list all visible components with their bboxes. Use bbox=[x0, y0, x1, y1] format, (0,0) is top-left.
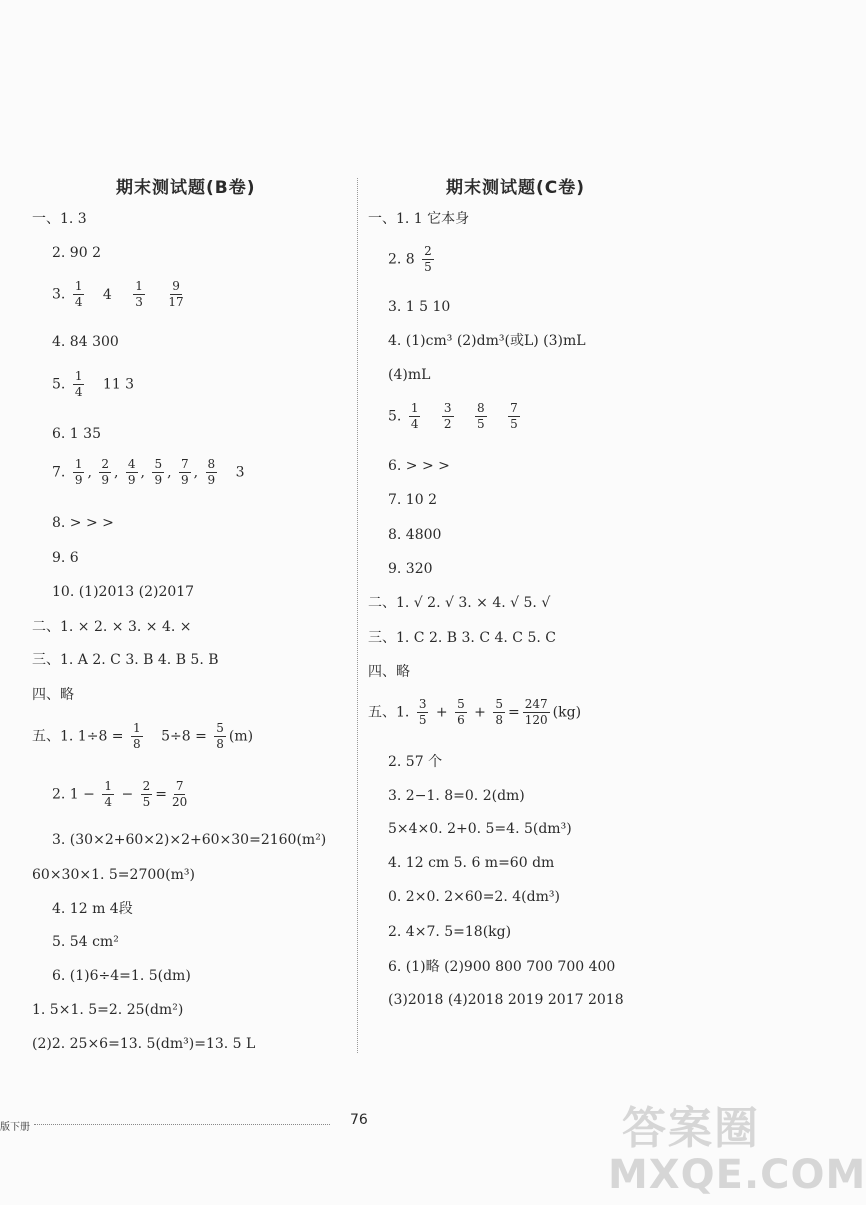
right-answer-1-4: 4. (1)cm³ (2)dm³(或L) (3)mL bbox=[388, 333, 586, 349]
left-answer-1-1: 一、1. 3 bbox=[32, 211, 87, 227]
left-answer-5-1: 五、1. 1÷8 = $\frac{1}{8}$ 5÷8 = $\frac{5}{8}$ (m) bbox=[32, 721, 254, 752]
watermark-domain: MXQE.COM bbox=[608, 1152, 866, 1198]
left-answer-1-3: 3. $\frac{1}{4}$ 4 $\frac{1}{3}$ $\frac{9}{17}$ bbox=[52, 279, 184, 310]
left-answer-5-4: 4. 12 m 4段 bbox=[52, 901, 133, 917]
column-divider bbox=[357, 178, 358, 1053]
page-number: 76 bbox=[350, 1112, 368, 1128]
right-section-3: 三、1. C 2. B 3. C 4. C 5. C bbox=[368, 630, 556, 646]
right-answer-5-4: 4. 12 cm 5. 6 m=60 dm bbox=[388, 855, 555, 871]
left-answer-5-2: 2. 1 − $\frac{1}{4}$ − $\frac{2}{5}$ = $\frac{7}{20}$ bbox=[52, 779, 188, 810]
left-answer-5-3: 3. (30×2+60×2)×2+60×30=2160(m²) bbox=[52, 832, 327, 848]
right-answer-5-2: 2. 57 个 bbox=[388, 754, 443, 770]
left-answer-5-6: 6. (1)6÷4=1. 5(dm) bbox=[52, 968, 191, 984]
right-answer-5-1: 五、1. $\frac{3}{5}$ + $\frac{5}{6}$ + $\frac{5}{8}$ = $\frac{247}{120}$ (kg) bbox=[368, 697, 582, 728]
left-answer-5-5: 5. 54 cm² bbox=[52, 934, 119, 950]
left-answer-1-7: 7. $\frac{1}{9}$ , $\frac{2}{9}$ , $\frac{4}{9}$ , $\frac{5}{9}$ , $\frac{7}{9}$ , $\frac{8}{9}$ 3 bbox=[52, 457, 245, 488]
right-answer-5-4c: 2. 4×7. 5=18(kg) bbox=[388, 924, 512, 940]
right-answer-1-4b: (4)mL bbox=[388, 367, 431, 383]
left-section-3: 三、1. A 2. C 3. B 4. B 5. B bbox=[32, 652, 219, 668]
left-answer-1-2: 2. 90 2 bbox=[52, 245, 101, 261]
left-answer-5-6b: 1. 5×1. 5=2. 25(dm²) bbox=[32, 1002, 184, 1018]
left-section-2: 二、1. × 2. × 3. × 4. × bbox=[32, 619, 192, 635]
right-answer-1-8: 8. 4800 bbox=[388, 527, 442, 543]
right-answer-1-3: 3. 1 5 10 bbox=[388, 299, 451, 315]
left-answer-1-10: 10. (1)2013 (2)2017 bbox=[52, 584, 195, 600]
left-answer-1-4: 4. 84 300 bbox=[52, 334, 119, 350]
right-answer-5-6: 6. (1)略 (2)900 800 700 700 400 bbox=[388, 959, 616, 975]
left-answer-5-3b: 60×30×1. 5=2700(m³) bbox=[32, 867, 195, 883]
footer-rule bbox=[34, 1124, 330, 1125]
left-answer-1-9: 9. 6 bbox=[52, 550, 79, 566]
right-answer-1-2: 2. 8 $\frac{2}{5}$ bbox=[388, 244, 432, 275]
watermark-logo: 答案圈 bbox=[622, 1103, 760, 1154]
right-answer-5-4b: 0. 2×0. 2×60=2. 4(dm³) bbox=[388, 889, 560, 905]
right-answer-1-6: 6. > > > bbox=[388, 458, 450, 474]
right-column-title: 期末测试题(C卷) bbox=[446, 178, 586, 198]
left-section-4: 四、略 bbox=[32, 687, 74, 703]
left-answer-1-6: 6. 1 35 bbox=[52, 426, 101, 442]
left-column-title: 期末测试题(B卷) bbox=[116, 178, 256, 198]
left-answer-1-8: 8. > > > bbox=[52, 515, 114, 531]
right-answer-1-7: 7. 10 2 bbox=[388, 492, 437, 508]
right-answer-5-6b: (3)2018 (4)2018 2019 2017 2018 bbox=[388, 992, 624, 1008]
right-answer-1-9: 9. 320 bbox=[388, 561, 433, 577]
right-answer-5-3b: 5×4×0. 2+0. 5=4. 5(dm³) bbox=[388, 821, 572, 837]
right-section-2: 二、1. √ 2. √ 3. × 4. √ 5. √ bbox=[368, 595, 551, 611]
left-answer-5-6c: (2)2. 25×6=13. 5(dm³)=13. 5 L bbox=[32, 1036, 256, 1052]
footer-book-label: 版下册 bbox=[0, 1122, 30, 1133]
right-section-4: 四、略 bbox=[368, 664, 410, 680]
right-answer-5-3: 3. 2−1. 8=0. 2(dm) bbox=[388, 788, 525, 804]
right-answer-1-1: 一、1. 1 它本身 bbox=[368, 211, 470, 227]
left-answer-1-5: 5. $\frac{1}{4}$ 11 3 bbox=[52, 369, 135, 400]
right-answer-1-5: 5. $\frac{1}{4}$ $\frac{3}{2}$ $\frac{8}{5}$ $\frac{7}{5}$ bbox=[388, 401, 518, 432]
